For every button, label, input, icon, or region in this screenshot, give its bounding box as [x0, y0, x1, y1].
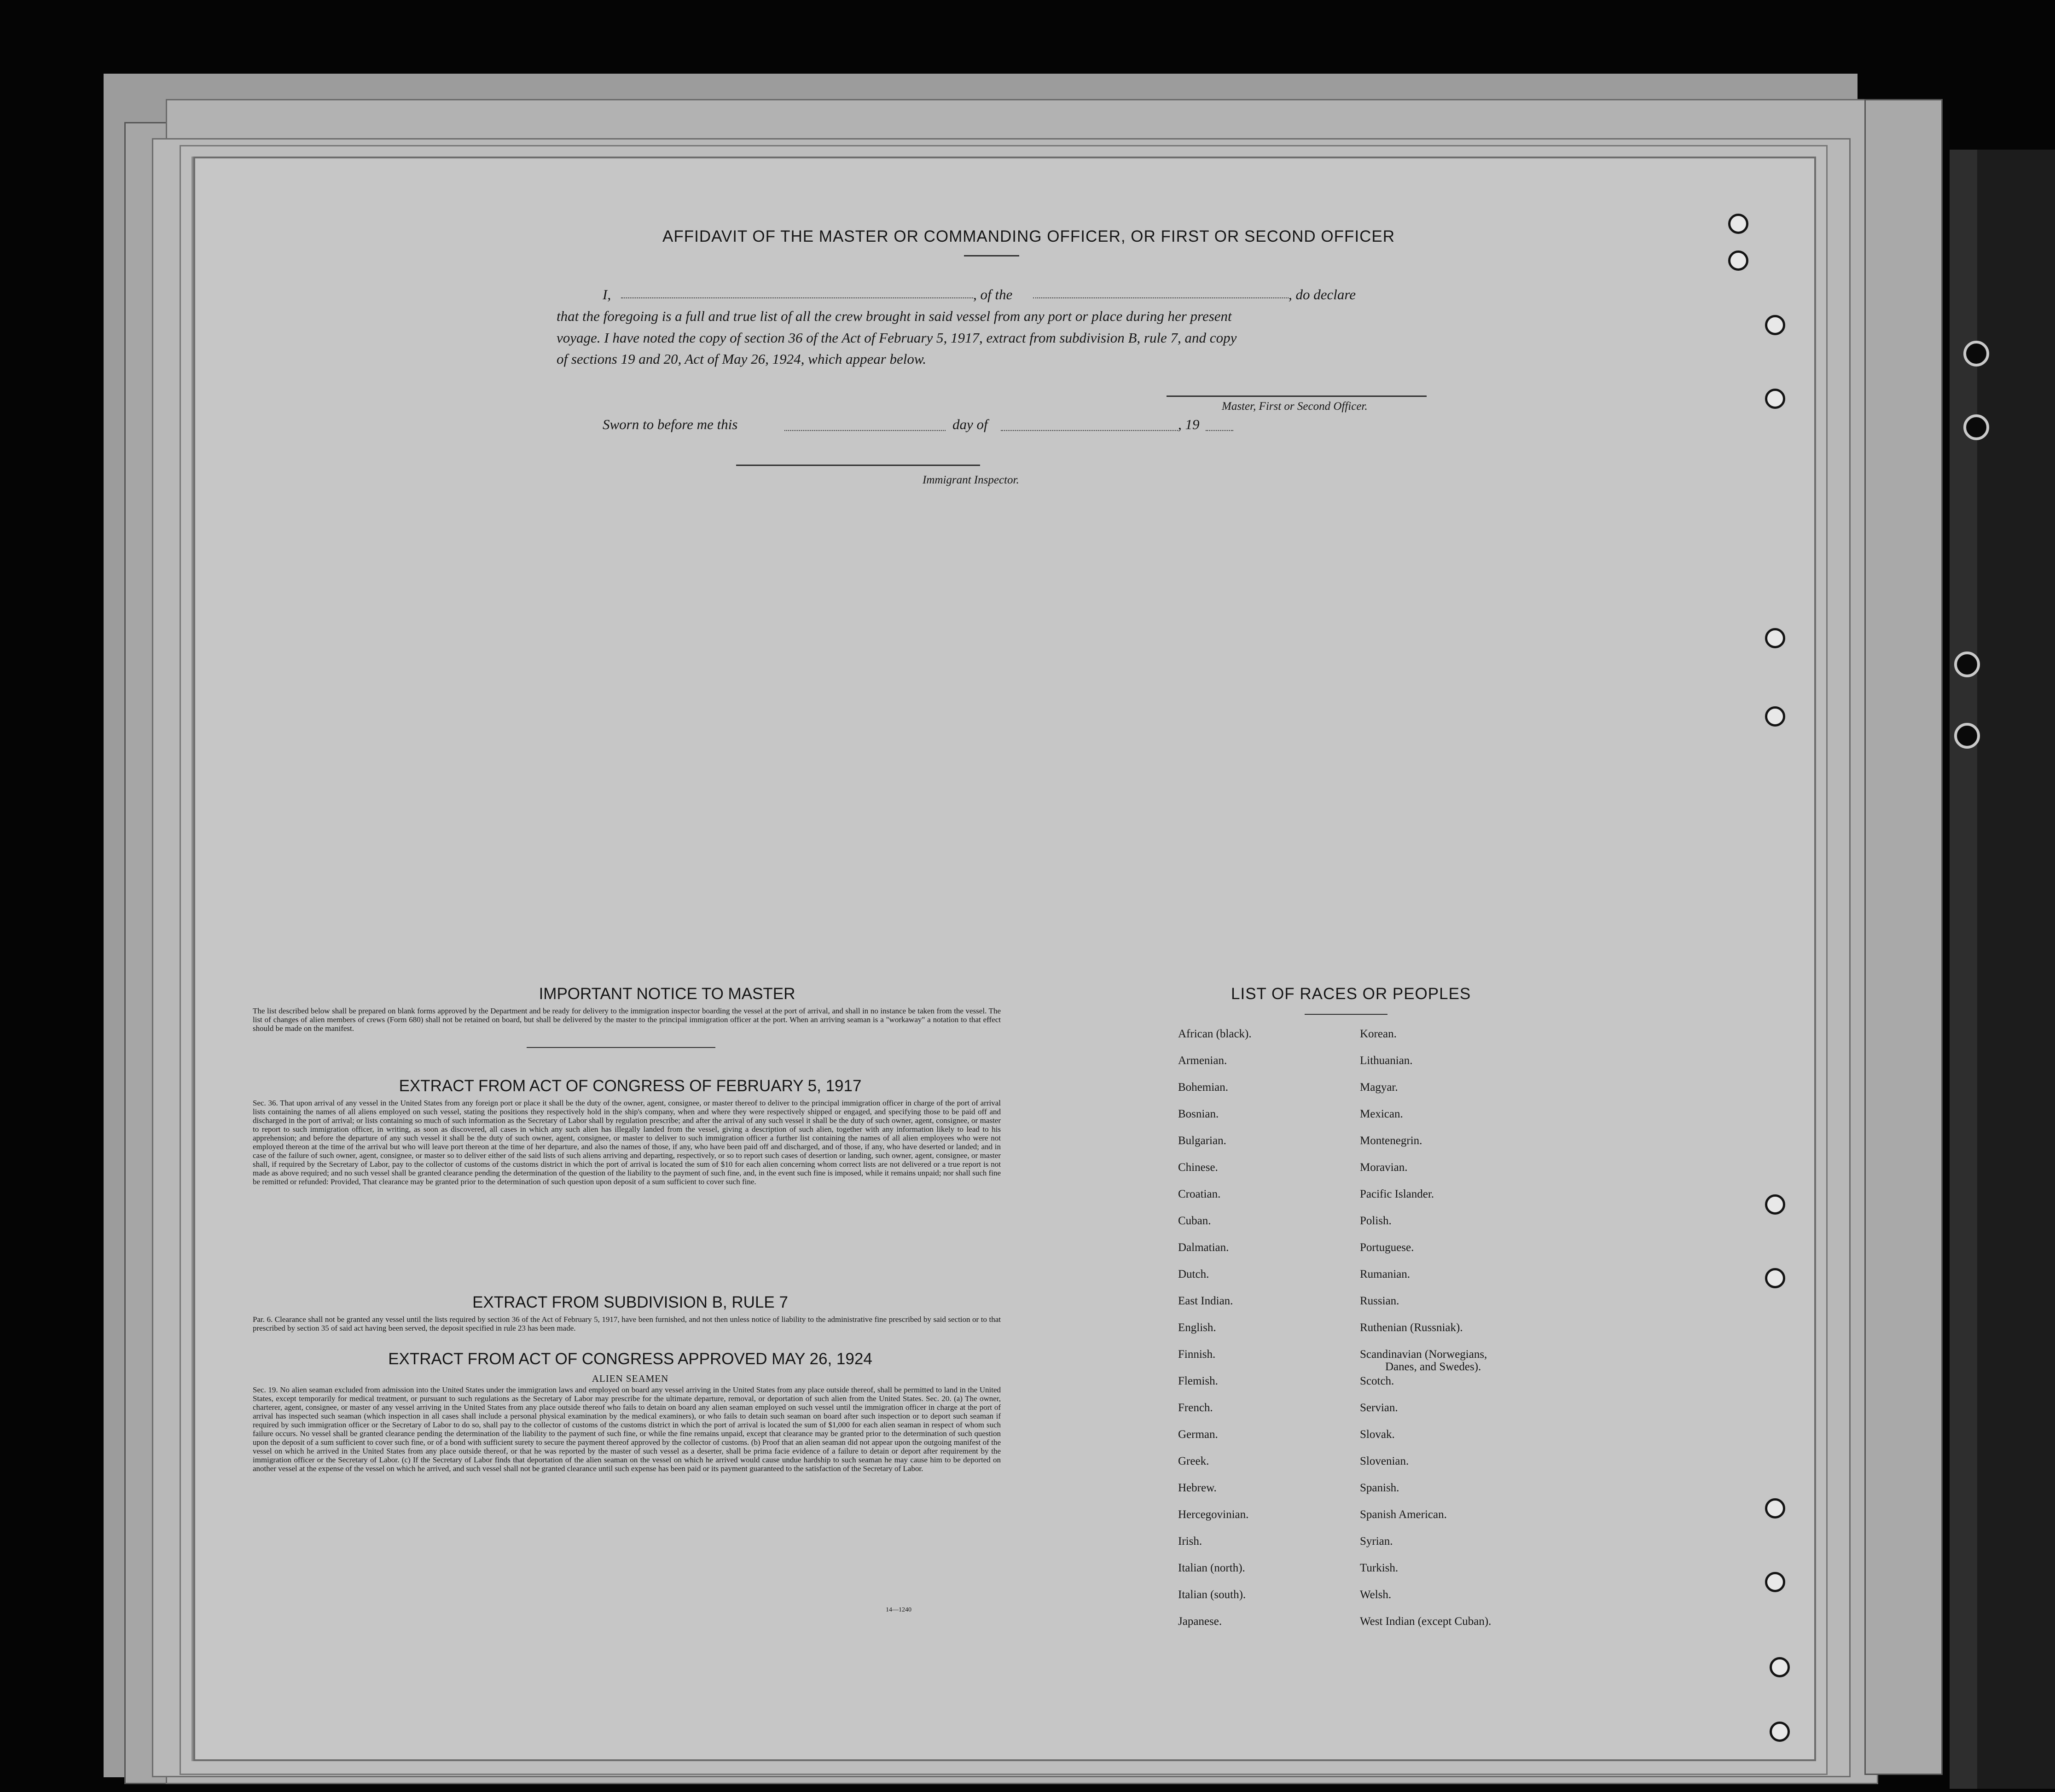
affidavit-of-the: , of the: [973, 286, 1013, 303]
punch-hole-icon: [1770, 1722, 1790, 1742]
race-item: English.: [1178, 1321, 1216, 1334]
race-item: Spanish American.: [1360, 1508, 1447, 1521]
race-item: Scandinavian (Norwegians,: [1360, 1348, 1487, 1361]
race-item: Irish.: [1178, 1535, 1202, 1548]
race-item: African (black).: [1178, 1028, 1252, 1040]
race-item: Croatian.: [1178, 1188, 1221, 1200]
extract-1924-text: Sec. 19. No alien seaman excluded from admission into the United States under the immigration laws and employed on board any vessel arriving in the United States from any place outside thereof, shall be permitted to land in the United States, except temporarily for medical treatment, or pursuant to such regulations as the Secretary of Labor may prescribe for the ultimate departure, removal, or deportation of such alien from the United States. Sec. 20. (a) The owner, charterer, agent, consignee, or master of any vessel arriving in the United States from any place outside thereof who fails to detain on board any alien seaman employed on such vessel until the immigration officer in charge at the port of arrival has inspected such seaman (which inspection in all cases shall include a personal physical examination by the medical examiners), or who fails to detain such seaman on board after such inspection or to deport such seaman if required by such immigration officer or the Secretary of Labor to do so, shall pay to the collector of customs of the customs district in which the port of arrival is located the sum of $1,000 for each alien seaman in respect of whom such failure occurs. No vessel shall be granted clearance pending the determination of the liability to the payment of such fine, or while the fine remains unpaid, except that clearance may be granted prior to the determination of such question upon the deposit of a sum sufficient to cover such fine, or of a bond with sufficient surety to secure the payment thereof approved by the collector of customs. (b) Proof that an alien seaman did not appear upon the outgoing manifest of the vessel on which he arrived in the United States from any place outside thereof, or that he was reported by the master of such vessel as a deserter, shall be prima facie evidence of a failure to detain or deport after requirement by the immigration officer or the Secretary of Labor. (c) If the Secretary of Labor finds that deportation of the alien seaman on the vessel on which he arrived would cause undue hardship to such seaman he may cause him to be deported on another vessel at the expense of the vessel on which he arrived, and such vessel shall not be granted clearance until such expense has been paid or its payment guaranteed to the satisfaction of the Secretary of Labor.: [253, 1385, 1001, 1473]
punch-hole-icon: [1765, 706, 1785, 727]
race-item: Montenegrin.: [1360, 1135, 1422, 1147]
notice-text: The list described below shall be prepared on blank forms approved by the Department and be ready for delivery to the immigration inspector boarding the vessel at the port of arrival, and shall in no instance be taken from the vessel. The list of changes of alien members of crews (Form 680) shall not be retained on board, but shall be delivered by the master to the principal immigration officer at the port. When an arriving seaman is a "workaway" a notation to that effect should be made on the manifest.: [253, 1007, 1001, 1033]
race-item: Lithuanian.: [1360, 1054, 1413, 1067]
vessel-line[interactable]: [1033, 297, 1289, 298]
binding-hole-icon: [1963, 341, 1989, 367]
sworn-year: , 19: [1178, 416, 1200, 432]
race-item: Italian (south).: [1178, 1588, 1246, 1601]
race-item: Portuguese.: [1360, 1241, 1414, 1254]
affidavit-line4: of sections 19 and 20, Act of May 26, 1924, which appear below.: [557, 351, 927, 367]
race-item: Italian (north).: [1178, 1562, 1245, 1574]
extract-1917-title: EXTRACT FROM ACT OF CONGRESS OF FEBRUARY 5, 1917: [399, 1077, 862, 1095]
binding-hole-icon: [1954, 652, 1980, 677]
race-item: Dalmatian.: [1178, 1241, 1229, 1254]
race-item: Moravian.: [1360, 1161, 1408, 1174]
form-sheet: [193, 157, 1816, 1761]
race-item: Bulgarian.: [1178, 1135, 1226, 1147]
race-item: Bohemian.: [1178, 1081, 1229, 1094]
sworn-month-line[interactable]: [1001, 430, 1178, 431]
punch-hole-icon: [1765, 389, 1785, 409]
race-item: Cuban.: [1178, 1215, 1211, 1227]
sworn-day-of: day of: [952, 416, 988, 432]
race-item: Magyar.: [1360, 1081, 1398, 1094]
punch-hole-icon: [1728, 250, 1748, 271]
title-rule: [964, 255, 1019, 256]
master-signature-label: Master, First or Second Officer.: [1222, 400, 1368, 413]
race-item: German.: [1178, 1428, 1218, 1441]
race-item: Pacific Islander.: [1360, 1188, 1434, 1200]
sworn-day-line[interactable]: [784, 430, 946, 431]
race-item: Rumanian.: [1360, 1268, 1411, 1280]
subdivision-text: Par. 6. Clearance shall not be granted any vessel until the lists required by section 36 of the Act of February 5, 1917, have been furnished, and not then unless notice of liability to the administrative fine prescribed by said section or to that prescribed by section 35 of said act having been served, the deposit specified in rule 23 has been made.: [253, 1315, 1001, 1332]
race-item: Armenian.: [1178, 1054, 1227, 1067]
race-item: Syrian.: [1360, 1535, 1393, 1548]
affidavit-title: AFFIDAVIT OF THE MASTER OR COMMANDING OFFICER, OR FIRST OR SECOND OFFICER: [662, 227, 1395, 245]
race-item: Danes, and Swedes).: [1385, 1361, 1481, 1373]
extract-1924-title: EXTRACT FROM ACT OF CONGRESS APPROVED MAY 26, 1924: [388, 1350, 872, 1368]
name-line[interactable]: [621, 297, 973, 298]
binding-hole-icon: [1954, 723, 1980, 749]
race-item: Hercegovinian.: [1178, 1508, 1249, 1521]
race-item: Servian.: [1360, 1402, 1398, 1414]
race-item: Bosnian.: [1178, 1108, 1219, 1120]
race-item: Mexican.: [1360, 1108, 1403, 1120]
race-item: West Indian (except Cuban).: [1360, 1615, 1492, 1628]
form-number: 14—1240: [886, 1606, 911, 1613]
punch-hole-icon: [1728, 214, 1748, 234]
binding-hole-icon: [1963, 414, 1989, 440]
punch-hole-icon: [1765, 1572, 1785, 1592]
extract-1917-text: Sec. 36. That upon arrival of any vessel in the United States from any foreign port or place it shall be the duty of the owner, agent, consignee, or master thereof to deliver to the principal immigration officer in charge of the port of arrival lists containing the names of all aliens employed on such vessel, stating the positions they respectively hold in the ship's company, when and where they were respectively shipped or engaged, and specifying those to be paid off and discharged in the port of arrival; or lists containing so much of such information as the Secretary of Labor shall by regulation prescribe; and after the arrival of any such vessel it shall be the duty of such owner, agent, consignee, or master to report to such immigration officer, in writing, as soon as discovered, all cases in which any such alien has illegally landed from the vessel, giving a description of such alien, together with any information likely to lead to his apprehension; and before the departure of any such vessel it shall be the duty of such owner, agent, consignee, or master to deliver to such immigration officer a further list containing the names of all alien employees who were not employed thereon at the time of the arrival but who will leave port thereon at the time of her departure, and also the names of those, if any, who have been paid off and discharged, and of those, if any, who have deserted or landed; and in case of the failure of such owner, agent, consignee, or master so to deliver either of the said lists of such aliens arriving and departing, respectively, or so to report such cases of desertion or landing, such owner, agent, consignee, or master shall, if required by the Secretary of Labor, pay to the collector of customs of the customs district in which the port of arrival is located the sum of $10 for each alien concerning whom correct lists are not delivered or a true report is not made as above required; and no such vessel shall be granted clearance pending the determination of the question of the liability to the payment of such fine, and, in the event such fine is imposed, while it remains unpaid; nor shall such fine be remitted or refunded: Provided, That clearance may be granted prior to the determination of such question upon deposit of a sum sufficient to cover such fine.: [253, 1099, 1001, 1186]
sworn-year-line[interactable]: [1206, 430, 1233, 431]
affidavit-declare: , do declare: [1289, 286, 1356, 303]
sworn-text: Sworn to before me this: [603, 416, 738, 432]
affidavit-line2: that the foregoing is a full and true list of all the crew brought in said vessel from any port or place during her present: [557, 308, 1232, 324]
race-item: Welsh.: [1360, 1588, 1392, 1601]
race-item: Polish.: [1360, 1215, 1392, 1227]
race-item: East Indian.: [1178, 1295, 1233, 1307]
race-item: Scotch.: [1360, 1375, 1394, 1387]
section-rule: [527, 1047, 715, 1048]
race-item: French.: [1178, 1402, 1213, 1414]
race-item: Ruthenian (Russniak).: [1360, 1321, 1463, 1334]
races-title: LIST OF RACES OR PEOPLES: [1231, 985, 1471, 1003]
race-item: Japanese.: [1178, 1615, 1222, 1628]
subdivision-title: EXTRACT FROM SUBDIVISION B, RULE 7: [472, 1293, 788, 1311]
race-item: Turkish.: [1360, 1562, 1399, 1574]
punch-hole-icon: [1765, 315, 1785, 335]
notice-title: IMPORTANT NOTICE TO MASTER: [539, 985, 795, 1003]
punch-hole-icon: [1770, 1657, 1790, 1677]
extract-1924-subtitle: ALIEN SEAMEN: [592, 1373, 669, 1384]
race-item: Hebrew.: [1178, 1482, 1217, 1494]
race-item: Finnish.: [1178, 1348, 1216, 1361]
master-signature-line[interactable]: [1167, 396, 1427, 397]
punch-hole-icon: [1765, 1268, 1785, 1288]
binding-strip-edge: [1950, 150, 1977, 1789]
race-item: Flemish.: [1178, 1375, 1218, 1387]
affidavit-i: I,: [603, 286, 611, 303]
race-item: Dutch.: [1178, 1268, 1209, 1280]
punch-hole-icon: [1765, 1194, 1785, 1215]
background-sheet-edge: [1864, 99, 1943, 1775]
race-item: Russian.: [1360, 1295, 1399, 1307]
race-item: Slovenian.: [1360, 1455, 1409, 1467]
punch-hole-icon: [1765, 1498, 1785, 1519]
race-item: Chinese.: [1178, 1161, 1218, 1174]
affidavit-line3: voyage. I have noted the copy of section 36 of the Act of February 5, 1917, extract from subdivision B, rule 7, and copy: [557, 330, 1237, 346]
race-item: Spanish.: [1360, 1482, 1399, 1494]
race-item: Greek.: [1178, 1455, 1209, 1467]
race-item: Korean.: [1360, 1028, 1397, 1040]
races-title-rule: [1305, 1014, 1387, 1015]
inspector-label: Immigrant Inspector.: [923, 474, 1019, 486]
race-item: Slovak.: [1360, 1428, 1395, 1441]
punch-hole-icon: [1765, 628, 1785, 648]
inspector-signature-line[interactable]: [736, 465, 980, 466]
